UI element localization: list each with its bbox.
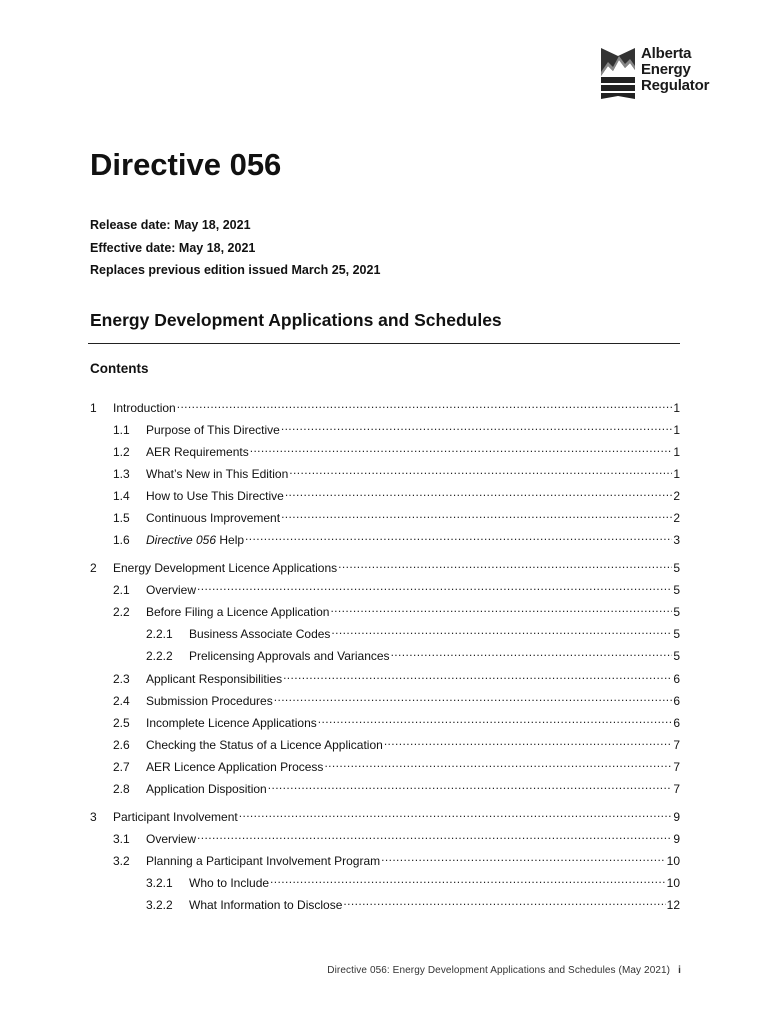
toc-entry-title: Applicant Responsibilities — [146, 672, 283, 686]
toc-entry-page: 7 — [673, 760, 680, 774]
toc-entry[interactable] — [90, 805, 680, 824]
toc-entry-number: 3.2 — [113, 854, 130, 868]
toc-entry-page: 1 — [673, 467, 680, 481]
toc-entry-number: 3.2.1 — [146, 876, 173, 890]
toc-entry-page: 1 — [673, 401, 680, 415]
toc-entry-page: 5 — [673, 627, 680, 641]
effective-date: Effective date: May 18, 2021 — [90, 240, 256, 255]
toc-entry-page: 7 — [673, 782, 680, 796]
toc-entry-title — [146, 532, 244, 548]
toc-dot-leader — [324, 755, 672, 771]
toc-entry-number: 1.1 — [113, 423, 130, 437]
toc-entry[interactable] — [90, 556, 680, 575]
toc-entry-title: Application Disposition — [146, 782, 267, 796]
toc-dot-leader — [343, 893, 665, 909]
toc-entry-title: Prelicensing Approvals and Variances — [189, 649, 390, 663]
toc-entry-title: Overview — [146, 583, 197, 597]
toc-entry-number: 2.4 — [113, 694, 130, 708]
toc-entry-title: Participant Involvement — [113, 810, 238, 824]
toc-entry-page: 6 — [673, 694, 680, 708]
horizontal-rule — [88, 343, 680, 344]
release-info — [90, 214, 380, 282]
toc-entry-title: Introduction — [113, 401, 176, 415]
toc-dot-leader — [330, 600, 672, 616]
toc-entry[interactable] — [113, 849, 680, 868]
toc-entry-title: What’s New in This Edition — [146, 467, 289, 481]
toc-entry-number: 1.2 — [113, 445, 130, 459]
toc-entry[interactable] — [113, 777, 680, 796]
toc-entry-page: 5 — [673, 561, 680, 575]
toc-dot-leader — [281, 506, 672, 522]
mountain-logo-icon — [601, 46, 635, 100]
toc-dot-leader — [281, 418, 672, 434]
toc-entry-page: 10 — [666, 876, 680, 890]
toc-dot-leader — [338, 556, 672, 572]
toc-entry-title: Who to Include — [189, 876, 270, 890]
toc-entry-page: 2 — [673, 489, 680, 503]
toc-entry-page: 5 — [673, 605, 680, 619]
toc-entry-page: 7 — [673, 738, 680, 752]
toc-entry-number: 3.1 — [113, 832, 130, 846]
toc-entry-page: 3 — [673, 533, 680, 547]
toc-entry[interactable] — [113, 440, 680, 459]
toc-entry-number: 1.4 — [113, 489, 130, 503]
replaces-edition: Replaces previous edition issued March 25, 2021 — [90, 263, 381, 277]
release-date: Release date: May 18, 2021 — [90, 218, 251, 232]
toc-entry-number: 2.1 — [113, 583, 130, 597]
toc-entry[interactable] — [113, 827, 680, 846]
toc-entry-page: 9 — [673, 810, 680, 824]
logo-text — [641, 46, 709, 94]
toc-entry-title: Energy Development Licence Applications — [113, 561, 338, 575]
toc-dot-leader — [318, 711, 673, 727]
toc-entry-number: 1.6 — [113, 533, 130, 547]
toc-entry-page: 1 — [673, 445, 680, 459]
toc-entry[interactable] — [113, 733, 680, 752]
toc-entry[interactable] — [146, 622, 680, 641]
toc-entry-title: Checking the Status of a Licence Application — [146, 738, 383, 752]
document-subtitle: Energy Development Applications and Schedules — [90, 310, 502, 330]
toc-entry-title: What Information to Disclose — [189, 898, 343, 912]
toc-entry[interactable] — [113, 418, 680, 437]
toc-entry-title: How to Use This Directive — [146, 489, 284, 503]
toc-entry-title-rest: Help — [216, 533, 245, 547]
toc-entry-number: 2.2.1 — [146, 627, 173, 641]
toc-dot-leader — [270, 871, 666, 887]
toc-entry-number: 2.2 — [113, 605, 130, 619]
toc-entry-page: 9 — [673, 832, 680, 846]
logo-line-1: Alberta — [641, 45, 692, 62]
toc-dot-leader — [197, 827, 672, 843]
toc-entry-title: Continuous Improvement — [146, 511, 281, 525]
toc-dot-leader — [384, 733, 672, 749]
footer-text: Directive 056: Energy Development Applications and Schedules (May 2021) — [327, 965, 671, 976]
toc-entry[interactable] — [113, 528, 680, 547]
toc-entry-page: 5 — [673, 649, 680, 663]
toc-entry[interactable] — [113, 462, 680, 481]
toc-entry-page: 10 — [666, 854, 680, 868]
toc-entry-number: 2.2.2 — [146, 649, 173, 663]
toc-entry-title: Planning a Participant Involvement Program — [146, 854, 381, 868]
toc-dot-leader — [381, 849, 666, 865]
toc-entry-number: 2.6 — [113, 738, 130, 752]
toc-entry-page: 12 — [666, 898, 680, 912]
toc-entry-number: 1.3 — [113, 467, 130, 481]
toc-entry-title: AER Licence Application Process — [146, 760, 324, 774]
footer-page-number: i — [678, 965, 681, 976]
toc-entry-page: 6 — [673, 716, 680, 730]
toc-entry-title: Business Associate Codes — [189, 627, 331, 641]
toc-entry-number: 3.2.2 — [146, 898, 173, 912]
toc-entry-number: 3 — [90, 810, 97, 824]
document-title: Directive 056 — [90, 147, 282, 182]
logo-line-2: Energy — [641, 61, 691, 78]
toc-entry-number: 2.3 — [113, 672, 130, 686]
toc-entry-number: 2.8 — [113, 782, 130, 796]
toc-entry-page: 1 — [673, 423, 680, 437]
contents-heading: Contents — [90, 361, 149, 376]
toc-entry[interactable] — [146, 644, 680, 663]
toc-entry-title: Purpose of This Directive — [146, 423, 280, 437]
toc-entry-number: 1.5 — [113, 511, 130, 525]
toc-entry-number: 2.7 — [113, 760, 130, 774]
toc-dot-leader — [177, 396, 673, 412]
toc-entry-number: 2 — [90, 561, 97, 575]
toc-entry-page: 5 — [673, 583, 680, 597]
toc-dot-leader — [285, 484, 672, 500]
toc-dot-leader — [289, 462, 672, 478]
toc-entry-title: Incomplete Licence Applications — [146, 716, 317, 730]
toc-dot-leader — [331, 622, 672, 638]
toc-dot-leader — [239, 805, 673, 821]
toc-entry[interactable] — [113, 600, 680, 619]
toc-entry[interactable] — [90, 396, 680, 415]
toc-entry-number: 2.5 — [113, 716, 130, 730]
toc-entry-page: 6 — [673, 672, 680, 686]
toc-entry-number: 1 — [90, 401, 97, 415]
toc-entry-page: 2 — [673, 511, 680, 525]
toc-entry-title: Before Filing a Licence Application — [146, 605, 330, 619]
toc-entry-title-italic: Directive 056 — [146, 533, 217, 547]
toc-entry[interactable] — [113, 578, 680, 597]
toc-entry[interactable] — [113, 689, 680, 708]
toc-entry[interactable] — [146, 893, 680, 912]
toc-entry[interactable] — [113, 506, 680, 525]
toc-dot-leader — [274, 689, 673, 705]
toc-entry-title: Submission Procedures — [146, 694, 273, 708]
page-footer — [327, 965, 681, 976]
toc-entry[interactable] — [113, 484, 680, 503]
toc-entry-title: Overview — [146, 832, 197, 846]
toc-entry[interactable] — [113, 755, 680, 774]
toc-dot-leader — [197, 578, 672, 594]
toc-entry[interactable] — [146, 871, 680, 890]
toc-entry[interactable] — [113, 711, 680, 730]
toc-entry[interactable] — [113, 667, 680, 686]
toc-dot-leader — [245, 528, 672, 544]
toc-dot-leader — [250, 440, 673, 456]
logo-line-3: Regulator — [641, 77, 710, 94]
aer-logo — [601, 46, 709, 100]
toc-dot-leader — [283, 667, 672, 683]
toc-dot-leader — [268, 777, 673, 793]
toc-entry-title: AER Requirements — [146, 445, 249, 459]
toc-dot-leader — [391, 644, 673, 660]
